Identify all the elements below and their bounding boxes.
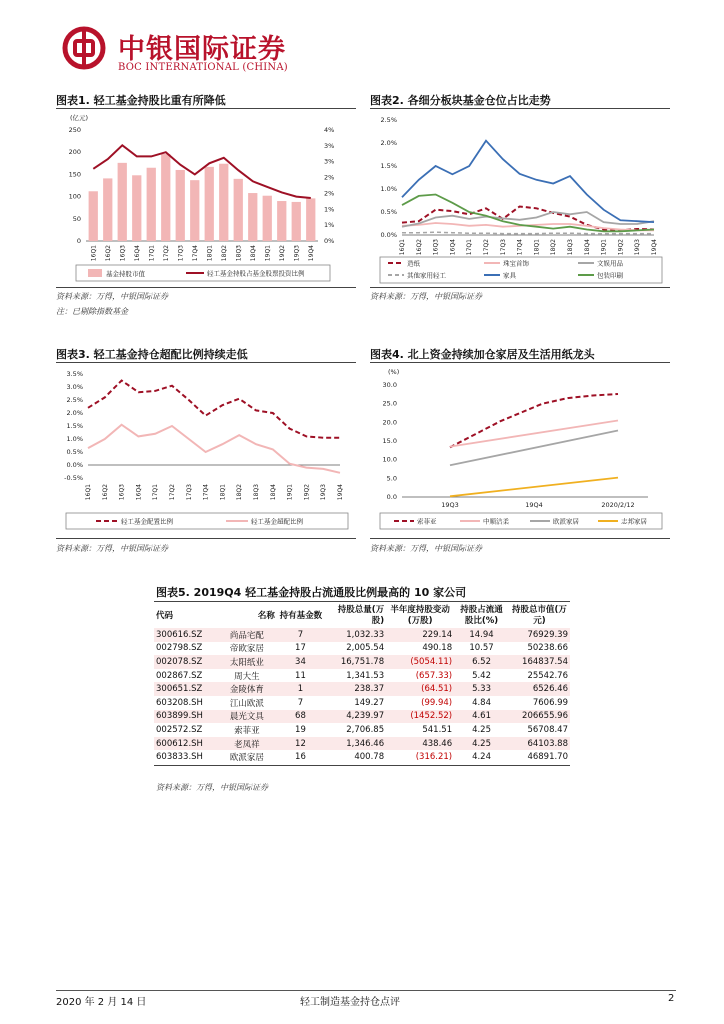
fig1-right-tick: 3% — [324, 141, 335, 150]
fig3-x-label: 16Q1 — [85, 484, 92, 501]
table-header-row — [154, 604, 570, 628]
fig2-x-label: 19Q4 — [651, 239, 658, 256]
company-name-cn: 中银国际证券 — [118, 34, 286, 65]
fig1-bar — [132, 175, 141, 241]
fig2-legend-item: 家具 — [503, 271, 516, 280]
cell-code: 300651.SZ — [154, 682, 217, 696]
cell-code: 002572.SZ — [156, 724, 203, 735]
cell-fund-count: 1 — [277, 682, 324, 696]
table-row — [154, 696, 570, 710]
figure1-source: 资料来源：万得，中银国际证券 — [56, 292, 168, 301]
fig1-bar — [147, 168, 156, 241]
table-row — [154, 682, 570, 696]
fig1-x-label: 17Q3 — [177, 245, 185, 262]
fig1-bar — [277, 201, 286, 241]
figure2-chart — [370, 111, 670, 286]
fig1-right-tick: 2% — [324, 173, 335, 182]
fig4-legend-item: 欧派家居 — [553, 517, 579, 526]
fig1-bar — [263, 196, 272, 241]
fig3-x-label: 16Q2 — [101, 484, 109, 501]
cell-half-year-change: 490.18 — [422, 643, 453, 654]
cell-float-ratio: 5.33 — [454, 682, 509, 696]
fig1-x-label: 19Q1 — [264, 245, 272, 262]
fig1-right-tick: 1% — [324, 221, 335, 230]
fig2-legend-item: 文娱用品 — [597, 259, 623, 268]
table-row — [154, 750, 570, 764]
fig1-x-label: 19Q2 — [278, 245, 286, 262]
cell-float-ratio: 4.24 — [472, 752, 491, 763]
fig4-y-tick: 30.0 — [382, 381, 397, 389]
cell-name: 金陵体育 — [217, 682, 277, 696]
fig1-legend-line: 轻工基金持股占基金股票投资比例 — [207, 269, 305, 278]
cell-float-ratio: 4.25 — [472, 724, 491, 735]
cell-half-year-change: 541.51 — [422, 724, 453, 735]
fig1-bar — [219, 164, 228, 241]
cell-fund-count: 34 — [277, 655, 324, 669]
fig3-y-tick: 2.5% — [66, 396, 83, 404]
fig1-x-label: 18Q4 — [249, 245, 257, 262]
cell-fund-count: 17 — [295, 643, 306, 654]
fig1-x-label: 17Q2 — [162, 245, 170, 262]
fig2-x-label: 18Q4 — [583, 239, 591, 256]
table-title: 图表5. 2019Q4 轻工基金持股占流通股比例最高的 10 家公司 — [156, 586, 467, 599]
fig1-x-label: 19Q3 — [293, 245, 301, 262]
cell-total-shares: 1,341.53 — [346, 670, 385, 681]
page-number: 2 — [668, 993, 675, 1004]
cell-float-ratio: 4.84 — [472, 697, 491, 708]
fig3-y-tick: 3.5% — [66, 370, 83, 378]
fig2-x-label: 19Q2 — [617, 239, 625, 256]
fig2-series-line — [402, 195, 654, 232]
fig4-x-tick: 19Q3 — [441, 501, 459, 509]
cell-float-ratio: 10.57 — [469, 643, 494, 654]
fig3-x-label: 17Q1 — [152, 484, 160, 501]
fig2-x-label: 16Q2 — [415, 239, 423, 256]
fig4-series-line — [450, 431, 618, 466]
figure1-note: 注：已剔除指数基金 — [56, 307, 128, 316]
header-code: 代码 — [156, 610, 174, 621]
cell-code: 300616.SZ — [154, 628, 217, 642]
fig1-bar — [306, 198, 315, 241]
fig2-y-tick: 1.0% — [380, 185, 397, 193]
fig2-y-tick: 2.0% — [380, 139, 397, 147]
table-row — [154, 642, 570, 656]
figure2-title: 图表2. 各细分板块基金仓位占比走势 — [370, 94, 551, 107]
fig2-x-label: 16Q1 — [399, 239, 406, 256]
cell-market-value: 164837.54 — [509, 655, 570, 669]
cell-name: 太阳纸业 — [217, 655, 277, 669]
fig3-series-line — [88, 425, 340, 473]
fig4-unit-label: (%) — [388, 368, 400, 376]
cell-code: 603208.SH — [156, 697, 203, 708]
fig2-x-label: 17Q4 — [516, 239, 524, 256]
fig2-x-label: 18Q3 — [567, 239, 574, 256]
table-row — [154, 628, 570, 642]
fig2-x-label: 19Q3 — [634, 239, 642, 256]
table-row — [154, 655, 570, 669]
cell-name: 帝欧家居 — [229, 644, 264, 655]
fig3-y-tick: 3.0% — [66, 383, 83, 391]
table-row — [154, 737, 570, 751]
fig3-y-tick: 1.0% — [66, 435, 83, 443]
fig2-legend-item: 其他家用轻工 — [407, 271, 446, 280]
cell-half-year-change: (5054.11) — [386, 655, 454, 669]
fig1-bar — [103, 178, 112, 241]
cell-name: 欧派家居 — [229, 753, 264, 764]
cell-total-shares: 2,706.85 — [346, 724, 385, 735]
footer-doc-title: 轻工制造基金持仓点评 — [300, 997, 400, 1008]
cell-float-ratio: 6.52 — [454, 655, 509, 669]
cell-half-year-change: (1452.52) — [386, 710, 454, 724]
header-float-ratio: 持股占流通股比(%) — [460, 605, 503, 626]
cell-market-value: 56708.47 — [527, 724, 568, 735]
fig1-bar — [176, 170, 185, 241]
fig1-bar — [234, 179, 243, 241]
fig1-bar — [161, 154, 170, 241]
cell-name: 索菲亚 — [234, 725, 260, 736]
figure4-title: 图表4. 北上资金持续加仓家居及生活用纸龙头 — [370, 348, 595, 361]
header-market-value: 持股总市值(万元) — [512, 605, 567, 626]
company-logo — [62, 26, 106, 70]
fig1-left-tick: 200 — [68, 148, 81, 157]
cell-total-shares: 2,005.54 — [346, 643, 385, 654]
fig3-y-tick: 1.5% — [66, 422, 83, 430]
cell-market-value: 50238.66 — [527, 643, 568, 654]
fig3-x-label: 16Q3 — [118, 484, 126, 501]
fig4-x-tick: 2020/2/12 — [601, 501, 635, 509]
cell-name: 江山欧派 — [229, 698, 264, 709]
cell-market-value: 6526.46 — [509, 682, 570, 696]
fig1-x-label: 19Q4 — [307, 245, 315, 262]
fig1-right-tick: 3% — [324, 157, 335, 166]
fig4-series-line — [450, 394, 618, 447]
fig1-left-tick: 50 — [72, 214, 81, 223]
fig2-y-tick: 1.5% — [380, 162, 397, 170]
fig1-unit-label: (亿元) — [70, 114, 89, 122]
cell-fund-count: 7 — [277, 628, 324, 642]
cell-market-value: 206655.96 — [509, 710, 570, 724]
cell-fund-count: 7 — [297, 697, 304, 708]
fig3-x-label: 17Q4 — [202, 484, 210, 501]
cell-name: 周大生 — [234, 671, 260, 682]
cell-half-year-change: 438.46 — [386, 737, 454, 751]
fig1-bar — [190, 180, 199, 241]
fig3-x-label: 18Q1 — [219, 484, 227, 501]
fig1-right-tick: 0% — [324, 237, 335, 245]
cell-total-shares: 16,751.78 — [324, 655, 386, 669]
cell-market-value: 46891.70 — [527, 752, 568, 763]
fig1-bar — [292, 202, 301, 241]
cell-market-value: 64103.88 — [509, 737, 570, 751]
cell-total-shares: 149.27 — [354, 697, 385, 708]
header-total-shares: 持股总量(万股) — [337, 605, 385, 626]
fig2-y-tick: 0.0% — [380, 231, 397, 239]
fig1-left-tick: 100 — [68, 192, 81, 201]
fig4-y-tick: 15.0 — [382, 437, 397, 445]
cell-float-ratio: 14.94 — [454, 628, 509, 642]
figure3-title: 图表3. 轻工基金持仓超配比例持续走低 — [56, 348, 248, 361]
cell-market-value: 76929.39 — [509, 628, 570, 642]
fig3-y-tick: -0.5% — [64, 474, 83, 482]
table-row — [154, 669, 570, 683]
fig3-y-tick: 0.5% — [66, 448, 83, 456]
fig3-legend-item: 轻工基金超配比例 — [251, 517, 303, 526]
cell-code: 002867.SZ — [156, 670, 203, 681]
fig2-series-line — [402, 232, 654, 233]
figure2-source: 资料来源：万得，中银国际证券 — [370, 292, 482, 301]
fig1-x-label: 17Q4 — [191, 245, 199, 262]
table-row — [154, 723, 570, 737]
cell-float-ratio: 5.42 — [472, 670, 491, 681]
company-name-en: BOC INTERNATIONAL (CHINA) — [118, 62, 288, 73]
cell-code: 603899.SH — [154, 710, 217, 724]
cell-total-shares: 1,032.33 — [324, 628, 386, 642]
fig4-y-tick: 5.0 — [386, 474, 397, 483]
cell-name: 老凤祥 — [217, 737, 277, 751]
fig1-right-tick: 4% — [324, 126, 335, 134]
figure3-chart — [56, 365, 356, 537]
fig2-x-label: 19Q1 — [600, 239, 608, 256]
fig1-bar — [248, 193, 257, 241]
fig3-legend-item: 轻工基金配置比例 — [121, 517, 173, 526]
cell-market-value: 7606.99 — [532, 697, 568, 708]
cell-code: 002078.SZ — [154, 655, 217, 669]
fig1-right-tick: 1% — [324, 205, 335, 214]
fig3-x-label: 19Q4 — [337, 484, 344, 501]
fig2-y-tick: 0.5% — [380, 208, 397, 216]
fig2-x-label: 16Q3 — [432, 239, 440, 256]
fig3-x-label: 19Q3 — [320, 484, 328, 501]
fig1-legend-bar: 基金持股市值 — [106, 270, 145, 278]
fig4-y-tick: 25.0 — [382, 399, 397, 408]
cell-total-shares: 4,239.97 — [324, 710, 386, 724]
fig4-x-tick: 19Q4 — [525, 501, 543, 509]
fig2-x-label: 18Q2 — [550, 239, 558, 256]
fig3-series-line — [88, 381, 340, 438]
fig1-x-label: 16Q3 — [119, 245, 127, 262]
cell-market-value: 25542.76 — [527, 670, 568, 681]
fig1-x-label: 18Q2 — [220, 245, 228, 262]
fig4-legend-item: 索菲亚 — [417, 517, 437, 526]
figure4-chart — [370, 365, 670, 537]
fig1-left-tick: 150 — [68, 170, 81, 179]
cell-half-year-change: (316.21) — [415, 752, 453, 763]
fig3-x-label: 18Q3 — [253, 484, 260, 501]
fig1-x-label: 16Q1 — [90, 245, 98, 262]
fig4-y-tick: 0.0 — [386, 493, 397, 501]
fig3-x-label: 18Q2 — [236, 484, 244, 501]
fig1-x-label: 16Q2 — [104, 245, 112, 262]
header-name: 名称 — [257, 610, 275, 621]
cell-fund-count: 68 — [277, 710, 324, 724]
cell-code: 603833.SH — [156, 752, 203, 763]
cell-total-shares: 238.37 — [324, 682, 386, 696]
cell-total-shares: 400.78 — [354, 752, 385, 763]
fig3-x-label: 18Q4 — [269, 484, 277, 501]
fig1-right-tick: 2% — [324, 189, 335, 198]
cell-name: 尚品宅配 — [217, 628, 277, 642]
cell-float-ratio: 4.61 — [454, 710, 509, 724]
cell-fund-count: 16 — [295, 752, 306, 763]
fig1-left-tick: 250 — [68, 126, 81, 134]
fig4-y-tick: 20.0 — [382, 418, 397, 427]
fig3-y-tick: 0.0% — [66, 461, 83, 469]
cell-fund-count: 19 — [295, 724, 306, 735]
fig1-x-label: 18Q1 — [206, 245, 214, 262]
cell-total-shares: 1,346.46 — [324, 737, 386, 751]
figure4-source: 资料来源：万得，中银国际证券 — [370, 544, 482, 553]
cell-code: 600612.SH — [154, 737, 217, 751]
fig1-x-label: 17Q1 — [148, 245, 156, 262]
figure3-source: 资料来源：万得，中银国际证券 — [56, 544, 168, 553]
table-source: 资料来源：万得，中银国际证券 — [156, 783, 268, 792]
footer-date: 2020 年 2 月 14 日 — [56, 997, 147, 1008]
fig4-y-tick: 10.0 — [382, 455, 397, 464]
fig2-x-label: 17Q2 — [483, 239, 490, 256]
boc-logo-icon — [62, 26, 106, 70]
fig1-left-tick: 0 — [76, 237, 81, 245]
fig2-x-label: 17Q3 — [499, 239, 507, 256]
fig2-legend-item: 珠宝首饰 — [503, 259, 529, 268]
cell-name: 晨光文具 — [217, 710, 277, 724]
cell-half-year-change: (99.94) — [421, 697, 453, 708]
cell-fund-count: 12 — [277, 737, 324, 751]
fig1-x-label: 18Q3 — [235, 245, 243, 262]
cell-half-year-change: 229.14 — [386, 628, 454, 642]
fig4-series-line — [450, 478, 618, 497]
fig2-x-label: 17Q1 — [466, 239, 474, 256]
fig4-legend-item: 中顺洁柔 — [483, 517, 509, 526]
cell-fund-count: 11 — [295, 670, 306, 681]
fig1-bar — [89, 191, 98, 241]
header-fund-count: 持有基金数 — [279, 610, 323, 621]
fig1-legend-bar-swatch — [88, 269, 102, 277]
top10-holdings-table — [154, 604, 570, 764]
fig2-legend-item: 包装印刷 — [597, 271, 623, 280]
cell-half-year-change: (64.51) — [386, 682, 454, 696]
fig1-bar — [205, 167, 214, 241]
fig2-x-label: 18Q1 — [533, 239, 541, 256]
figure1-title: 图表1. 轻工基金持股比重有所降低 — [56, 94, 226, 107]
fig3-x-label: 19Q2 — [303, 484, 311, 501]
cell-code: 002798.SZ — [156, 643, 203, 654]
cell-float-ratio: 4.25 — [454, 737, 509, 751]
fig3-y-tick: 2.0% — [66, 409, 83, 417]
fig3-x-label: 17Q3 — [185, 484, 193, 501]
table-row — [154, 710, 570, 724]
header-half-year-change: 半年度持股变动(万股) — [390, 605, 450, 626]
fig2-x-label: 16Q4 — [449, 239, 457, 256]
fig3-x-label: 17Q2 — [169, 484, 176, 501]
cell-half-year-change: (657.33) — [415, 670, 453, 681]
fig4-legend-item: 志邦家居 — [621, 517, 647, 526]
fig2-legend-item: 造纸 — [407, 259, 420, 268]
fig3-x-label: 16Q4 — [135, 484, 143, 501]
fig2-y-tick: 2.5% — [380, 116, 397, 124]
fig1-bar — [118, 163, 127, 241]
fig1-x-label: 16Q4 — [133, 245, 141, 262]
fig3-x-label: 19Q1 — [286, 484, 294, 501]
figure1-chart — [56, 111, 356, 286]
